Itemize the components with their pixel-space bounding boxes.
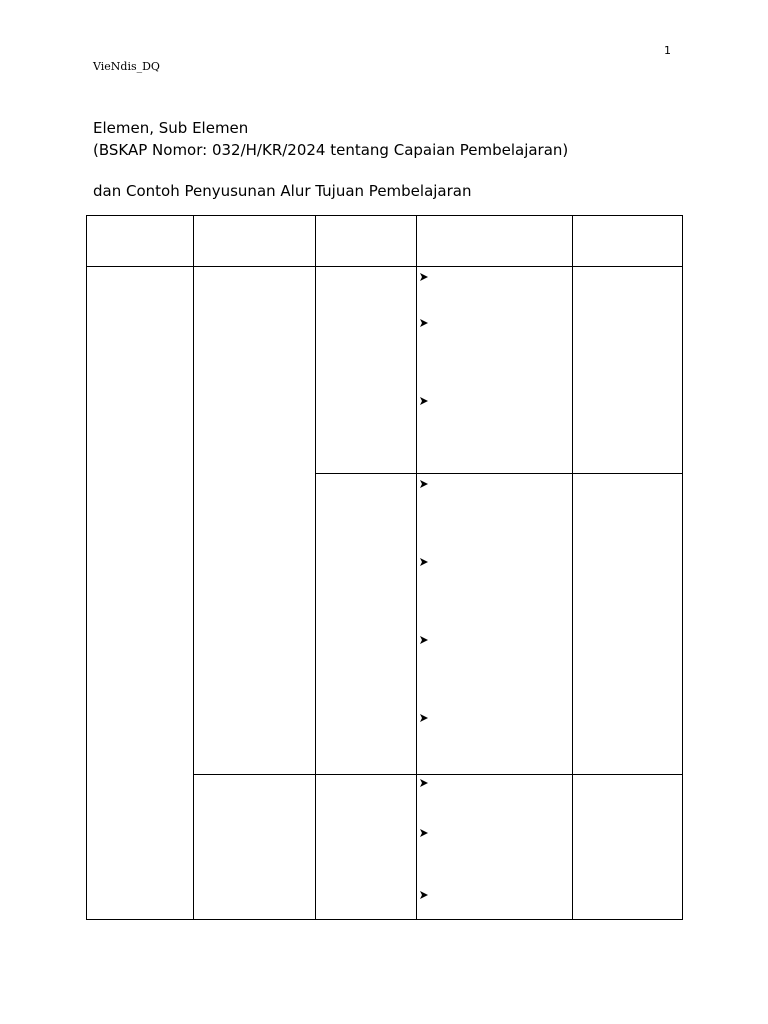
arrow-bullet-icon bbox=[418, 271, 432, 285]
sub-element-cell bbox=[194, 775, 316, 920]
arrow-bullet-icon bbox=[418, 556, 432, 570]
cp-cell bbox=[316, 775, 417, 920]
arrow-bullet-icon bbox=[418, 827, 432, 841]
notes-cell bbox=[573, 474, 683, 775]
table-header-row bbox=[87, 216, 683, 267]
arrow-bullet-icon bbox=[418, 777, 432, 791]
arrow-bullet-icon bbox=[418, 889, 432, 903]
sub-element-cell bbox=[194, 267, 316, 775]
header-cell bbox=[87, 216, 194, 267]
title-line-3: dan Contoh Penyusunan Alur Tujuan Pembelajaran bbox=[93, 182, 472, 200]
table-row bbox=[87, 267, 683, 474]
header-cell bbox=[194, 216, 316, 267]
header-cell bbox=[316, 216, 417, 267]
header-cell bbox=[417, 216, 573, 267]
header-label: VieNdis_DQ bbox=[93, 60, 160, 73]
tp-list-cell bbox=[417, 267, 573, 474]
title-line-1: Elemen, Sub Elemen bbox=[93, 119, 249, 137]
title-line-2: (BSKAP Nomor: 032/H/KR/2024 tentang Capaian Pembelajaran) bbox=[93, 141, 569, 159]
arrow-bullet-icon bbox=[418, 317, 432, 331]
notes-cell bbox=[573, 775, 683, 920]
tp-list-cell bbox=[417, 474, 573, 775]
notes-cell bbox=[573, 267, 683, 474]
cp-cell bbox=[316, 267, 417, 474]
cp-cell bbox=[316, 474, 417, 775]
cp-table bbox=[86, 215, 683, 920]
arrow-bullet-icon bbox=[418, 478, 432, 492]
header-cell bbox=[573, 216, 683, 267]
arrow-bullet-icon bbox=[418, 712, 432, 726]
element-cell bbox=[87, 267, 194, 920]
page-number: 1 bbox=[664, 44, 671, 57]
tp-list-cell bbox=[417, 775, 573, 920]
arrow-bullet-icon bbox=[418, 395, 432, 409]
arrow-bullet-icon bbox=[418, 634, 432, 648]
